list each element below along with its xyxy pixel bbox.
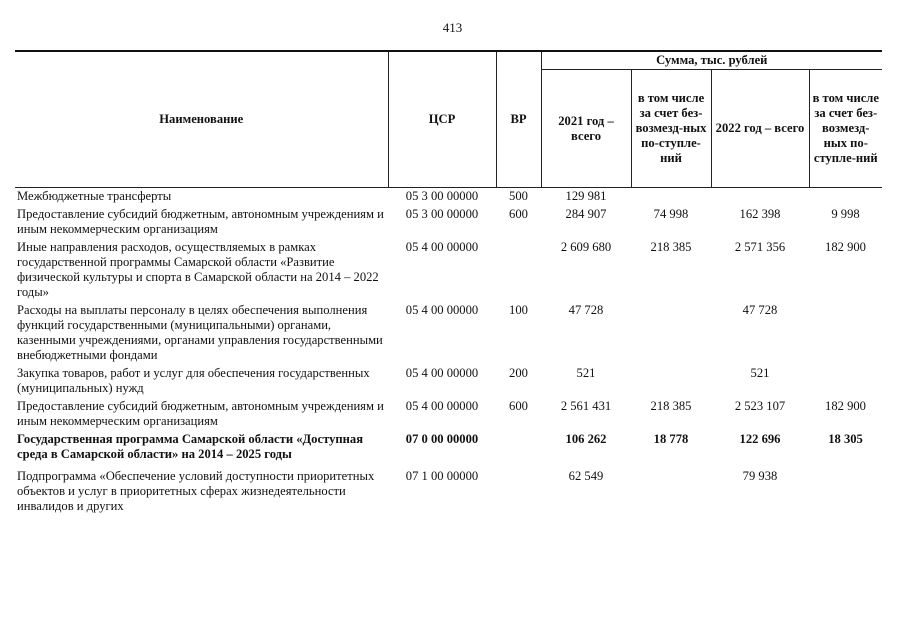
row-2021-free: 218 385	[650, 399, 692, 413]
row-2022-total	[711, 188, 809, 207]
row-2022-total: 2 571 356	[734, 240, 786, 254]
header-name: Наименование	[15, 51, 388, 188]
row-2022-free: 182 900	[825, 240, 866, 254]
row-2021-total: 47 728	[568, 303, 604, 317]
row-name: Предоставление субсидий бюджетным, автономным учреждениям и иным некоммерческим организациям	[17, 207, 384, 236]
header-2021-free: в том числе за счет без-возмезд-ных по-ступле-ний	[631, 70, 711, 188]
row-name: Государственная программа Самарской области «Доступная среда в Самарской области» на 2014 – 2025 годы	[17, 432, 364, 461]
row-vr: 100	[509, 303, 528, 317]
page-number: 413	[442, 20, 463, 35]
header-vr: ВР	[496, 51, 541, 188]
row-2021-total: 129 981	[565, 189, 607, 203]
table-body	[15, 188, 882, 517]
budget-table	[15, 50, 882, 516]
row-name: Расходы на выплаты персоналу в целях обеспечения выполнения функций государственными (муниципальными) органами, казенными учреждениями, органами управления государственными внебюджетными фондами	[17, 303, 383, 362]
table-row	[15, 365, 882, 398]
table-row	[15, 398, 882, 431]
table-row-program	[15, 431, 882, 464]
row-2022-total: 2 523 107	[734, 399, 786, 413]
row-2022-total: 47 728	[742, 303, 778, 317]
row-name: Предоставление субсидий бюджетным, автономным учреждениям и иным некоммерческим организациям	[17, 399, 384, 428]
row-csr: 05 4 00 00000	[405, 240, 479, 254]
row-csr: 05 3 00 00000	[405, 189, 479, 203]
row-vr: 200	[509, 366, 528, 380]
row-2021-total: 521	[576, 366, 596, 380]
row-2021-free	[631, 464, 711, 516]
row-csr: 07 0 00 00000	[405, 432, 479, 446]
row-csr: 05 4 00 00000	[405, 303, 479, 317]
row-name: Межбюджетные трансферты	[17, 189, 172, 203]
row-2021-total: 62 549	[568, 469, 604, 483]
row-2021-total: 106 262	[565, 432, 607, 446]
row-2022-free: 182 900	[825, 399, 866, 413]
row-csr: 05 3 00 00000	[405, 207, 479, 221]
row-2022-total: 79 938	[742, 469, 778, 483]
row-vr	[496, 239, 541, 302]
row-vr	[496, 464, 541, 516]
row-2021-free	[631, 188, 711, 207]
row-2021-total: 2 609 680	[560, 240, 612, 254]
row-vr: 600	[509, 399, 528, 413]
table-row	[15, 464, 882, 516]
row-csr: 07 1 00 00000	[405, 469, 479, 483]
table-row	[15, 188, 882, 207]
header-csr: ЦСР	[388, 51, 496, 188]
header-2021-total: 2021 год – всего	[541, 70, 631, 188]
header-sum: Сумма, тыс. рублей	[541, 51, 882, 70]
row-csr: 05 4 00 00000	[405, 366, 479, 380]
table-row	[15, 206, 882, 239]
row-2021-free	[631, 302, 711, 365]
row-2022-free	[809, 302, 882, 365]
row-2022-total: 162 398	[739, 207, 781, 221]
header-2022-free: в том числе за счет без-возмезд-ных по-ступле-ний	[809, 70, 882, 188]
table-header	[15, 51, 882, 188]
row-name: Закупка товаров, работ и услуг для обеспечения государственных (муниципальных) нужд	[17, 366, 370, 395]
row-2021-total: 284 907	[565, 207, 607, 221]
row-vr	[496, 431, 541, 464]
row-2021-free: 74 998	[653, 207, 689, 221]
row-2022-free	[809, 188, 882, 207]
row-2022-free: 9 998	[831, 207, 860, 221]
table-row	[15, 239, 882, 302]
row-name: Подпрограмма «Обеспечение условий доступности приоритетных объектов и услуг в приоритетных сферах жизнедеятельности инвалидов и других	[17, 469, 375, 513]
row-2022-total: 521	[750, 366, 770, 380]
row-2021-total: 2 561 431	[560, 399, 612, 413]
table-row	[15, 302, 882, 365]
row-2022-free: 18 305	[828, 432, 863, 446]
row-2021-free	[631, 365, 711, 398]
row-2022-total: 122 696	[739, 432, 781, 446]
row-vr: 500	[509, 189, 528, 203]
row-csr: 05 4 00 00000	[405, 399, 479, 413]
row-2022-free	[809, 464, 882, 516]
row-2021-free: 218 385	[650, 240, 692, 254]
header-2022-total: 2022 год – всего	[711, 70, 809, 188]
row-vr: 600	[509, 207, 528, 221]
row-name: Иные направления расходов, осуществляемых в рамках государственной программы Самарской области «Развитие физической культуры и спорта в Самарской области на 2014 – 2022 годы»	[17, 240, 379, 299]
row-2021-free: 18 778	[653, 432, 689, 446]
row-2022-free	[809, 365, 882, 398]
